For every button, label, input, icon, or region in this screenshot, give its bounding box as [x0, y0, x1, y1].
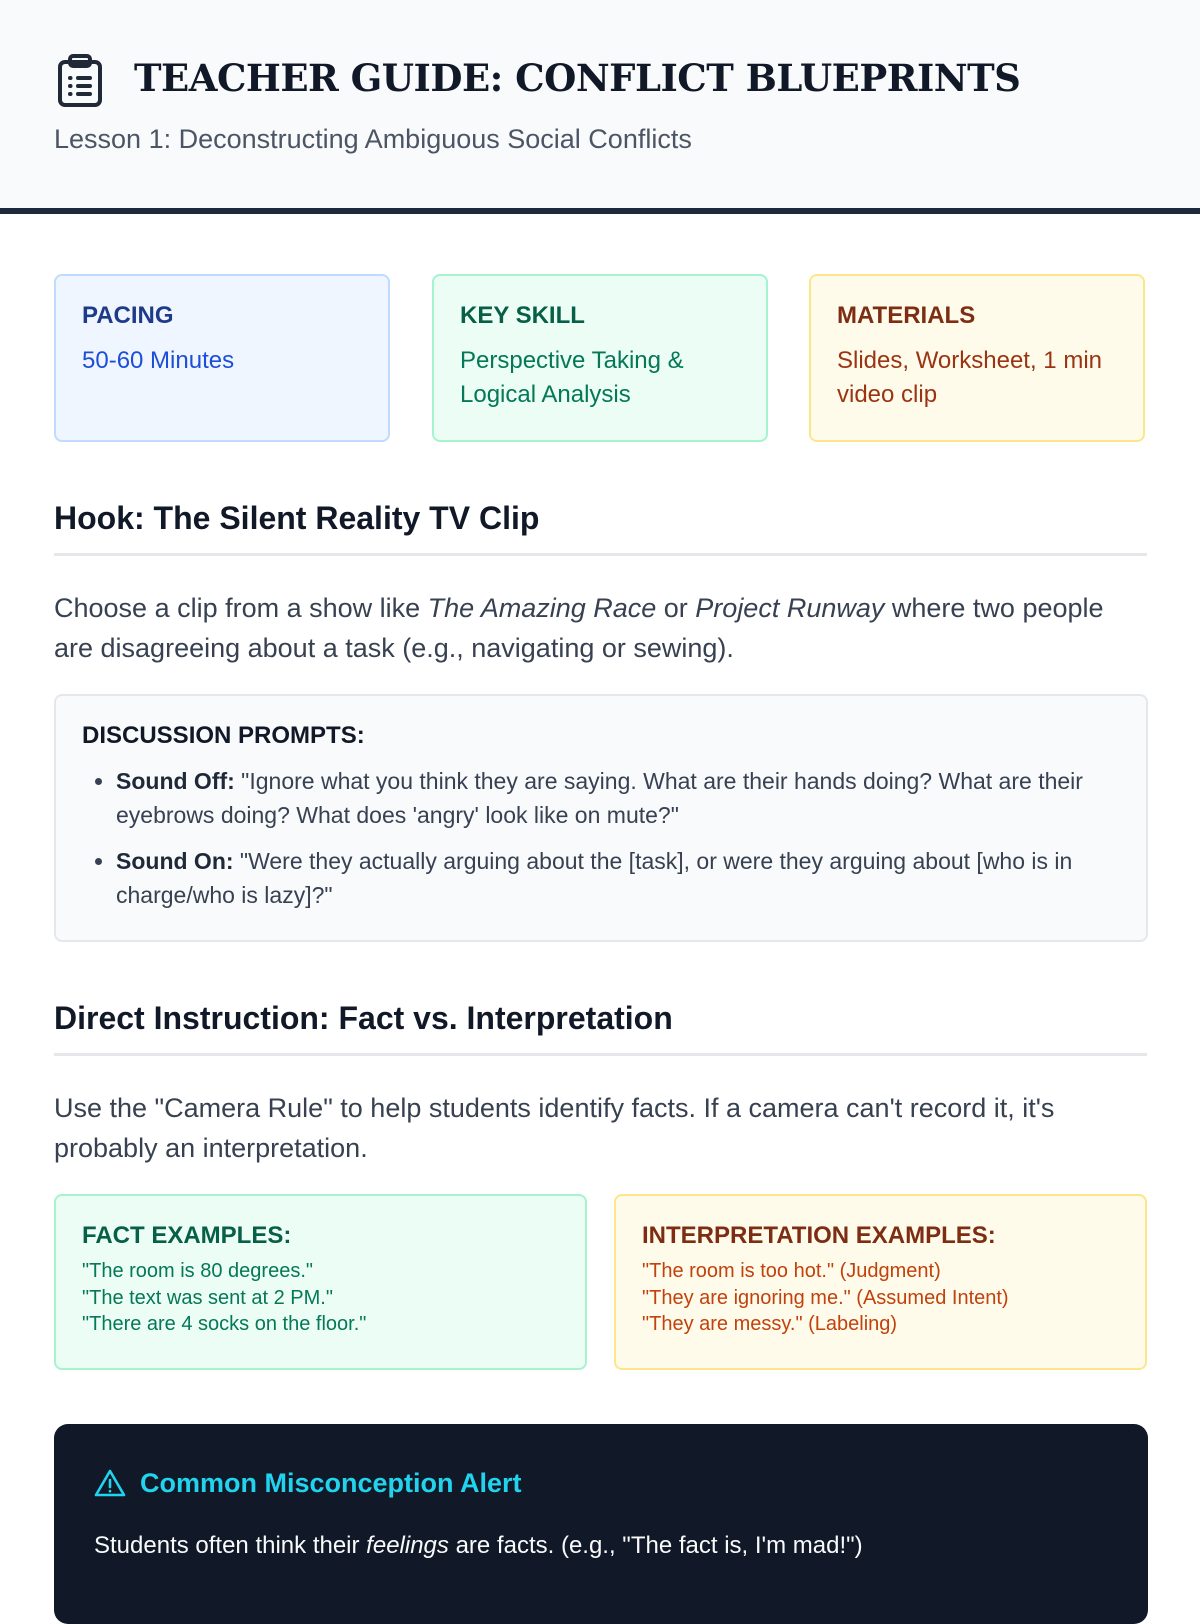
prompt-text: "Ignore what you think they are saying. What are their hands doing? What are their eyebrows doing? What does 'angry' look like on mute?": [116, 768, 1083, 828]
fact-example: "The text was sent at 2 PM.": [82, 1286, 333, 1309]
card-value: 50-60 Minutes: [82, 347, 235, 374]
interpretation-example: "They are ignoring me." (Assumed Intent): [642, 1286, 1009, 1309]
prompts-title: DISCUSSION PROMPTS:: [82, 722, 365, 749]
alert-emphasis: feelings: [366, 1532, 449, 1559]
hook-intro-text: where two people are disagreeing about a task (e.g., navigating or sewing).: [54, 593, 1104, 663]
prompt-label: Sound Off:: [116, 768, 235, 794]
misconception-alert: [54, 1424, 1148, 1624]
hook-intro-text: Choose a clip from a show like: [54, 593, 428, 623]
prompt-text: "Were they actually arguing about the [task], or were they arguing about [who is in charge/who is lazy]?": [116, 848, 1073, 908]
materials-card: [809, 274, 1145, 442]
alert-text: are facts. (e.g., "The fact is, I'm mad!"): [448, 1532, 863, 1559]
fact-example: "There are 4 socks on the floor.": [82, 1313, 367, 1335]
instruction-heading: Direct Instruction: Fact vs. Interpretation: [54, 1000, 1147, 1056]
card-label: MATERIALS: [837, 302, 976, 329]
hook-intro: [54, 588, 1147, 668]
fact-examples-box: [54, 1194, 587, 1370]
alert-text: Students often think their: [94, 1532, 367, 1559]
card-value: Perspective Taking & Logical Analysis: [460, 347, 684, 408]
page-title: TEACHER GUIDE: CONFLICT BLUEPRINTS: [134, 56, 1021, 100]
prompts-list: [82, 764, 1120, 912]
hook-intro-text: or: [656, 593, 696, 623]
discussion-prompts-box: [54, 694, 1148, 942]
key-skill-card: [432, 274, 768, 442]
card-label: PACING: [82, 302, 174, 329]
pacing-card: [54, 274, 390, 442]
instruction-intro: Use the "Camera Rule" to help students identify facts. If a camera can't record it, it's probably an interpretation.: [54, 1093, 1055, 1163]
interpretation-example: "The room is too hot." (Judgment): [642, 1260, 941, 1282]
alert-title: Common Misconception Alert: [140, 1468, 522, 1498]
interpretation-example: "They are messy." (Labeling): [642, 1313, 898, 1335]
prompt-label: Sound On:: [116, 848, 234, 874]
interpretation-examples-title: INTERPRETATION EXAMPLES:: [642, 1222, 996, 1249]
card-label: KEY SKILL: [460, 302, 585, 329]
show-title: Project Runway: [695, 593, 885, 623]
page-subtitle: Lesson 1: Deconstructing Ambiguous Social Conflicts: [54, 124, 692, 154]
hook-heading: Hook: The Silent Reality TV Clip: [54, 500, 1147, 556]
interpretation-examples-box: [614, 1194, 1147, 1370]
clipboard-list-icon: [56, 54, 104, 108]
warning-triangle-icon: [94, 1468, 126, 1498]
list-item: [116, 844, 1120, 912]
alert-body: [94, 1532, 863, 1560]
list-item: [116, 764, 1120, 832]
page-header: [0, 0, 1200, 214]
fact-example: "The room is 80 degrees.": [82, 1260, 313, 1282]
card-value: Slides, Worksheet, 1 min video clip: [837, 347, 1102, 408]
fact-examples-title: FACT EXAMPLES:: [82, 1222, 292, 1249]
show-title: The Amazing Race: [427, 593, 657, 623]
